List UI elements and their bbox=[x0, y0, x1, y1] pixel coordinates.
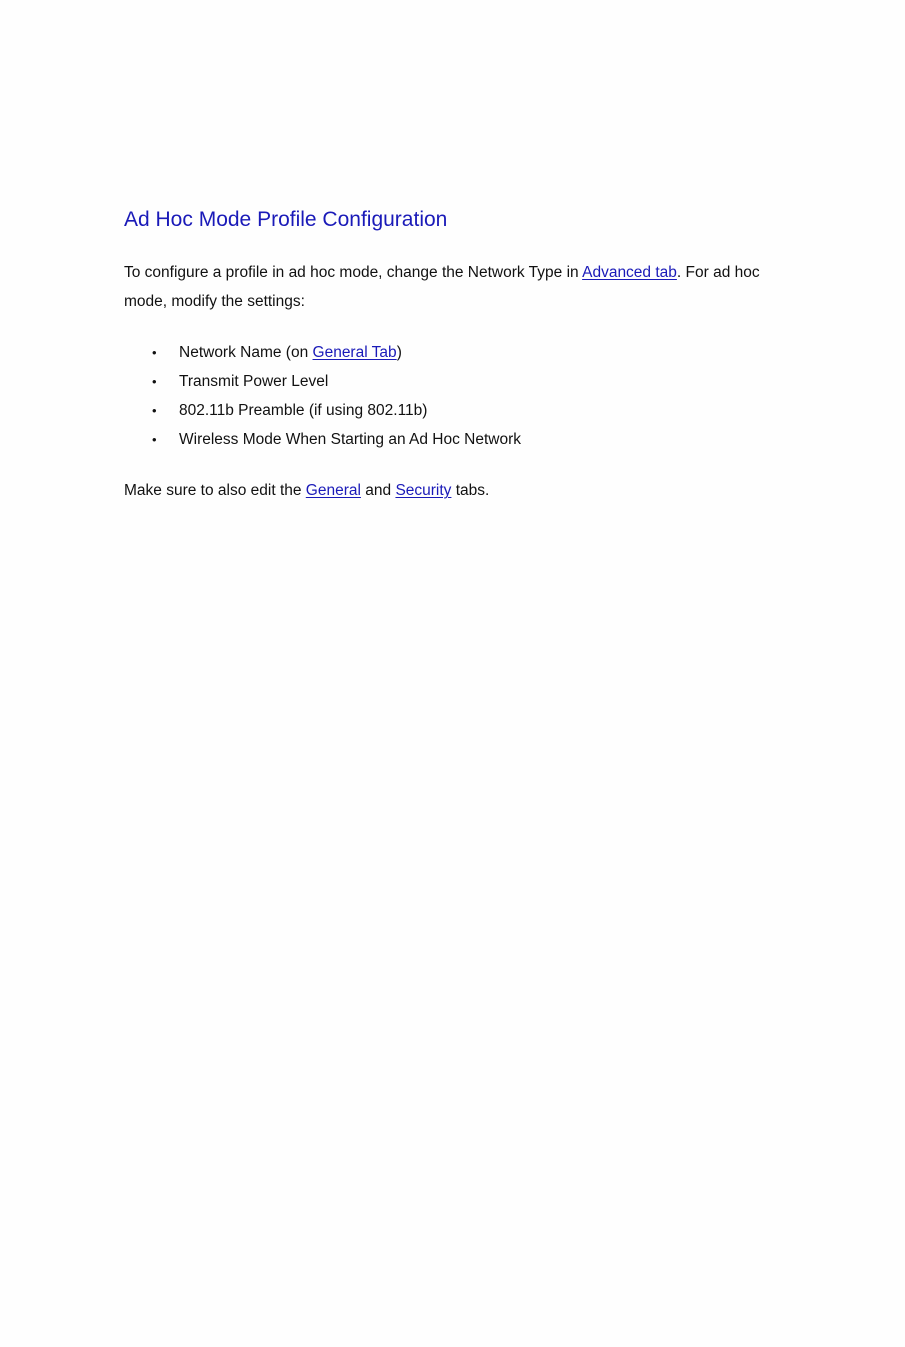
general-link[interactable]: General bbox=[305, 482, 361, 499]
intro-text-start: To configure a profile in ad hoc mode, change the Network Type in bbox=[124, 264, 583, 281]
document-page bbox=[124, 205, 784, 505]
list-item-text: 802.11b Preamble (if using 802.11b) bbox=[179, 402, 428, 419]
intro-paragraph bbox=[124, 258, 784, 316]
advanced-tab-link[interactable]: Advanced tab bbox=[582, 264, 677, 281]
outro-text-end: tabs. bbox=[451, 482, 490, 499]
outro-text-start: Make sure to also edit the bbox=[124, 482, 306, 499]
page-title: Ad Hoc Mode Profile Configuration bbox=[124, 208, 448, 231]
list-item-text-start: Network Name (on bbox=[179, 344, 313, 361]
outro-text-middle: and bbox=[360, 482, 396, 499]
bullet-icon: • bbox=[152, 345, 157, 360]
bullet-icon: • bbox=[152, 403, 157, 418]
bullet-icon: • bbox=[152, 432, 157, 447]
list-item-text: Wireless Mode When Starting an Ad Hoc Network bbox=[179, 431, 521, 448]
outro-paragraph bbox=[124, 476, 784, 505]
settings-list bbox=[124, 338, 784, 454]
list-item bbox=[124, 367, 784, 396]
security-link[interactable]: Security bbox=[395, 482, 452, 499]
list-item bbox=[124, 338, 784, 367]
list-item-text: Transmit Power Level bbox=[179, 373, 329, 390]
bullet-icon: • bbox=[152, 374, 157, 389]
list-item bbox=[124, 396, 784, 425]
intro-text-end: . For ad hoc mode, modify the settings: bbox=[124, 264, 760, 310]
list-item-text-end: ) bbox=[396, 344, 402, 361]
list-item bbox=[124, 425, 784, 454]
general-tab-link[interactable]: General Tab bbox=[312, 344, 397, 361]
